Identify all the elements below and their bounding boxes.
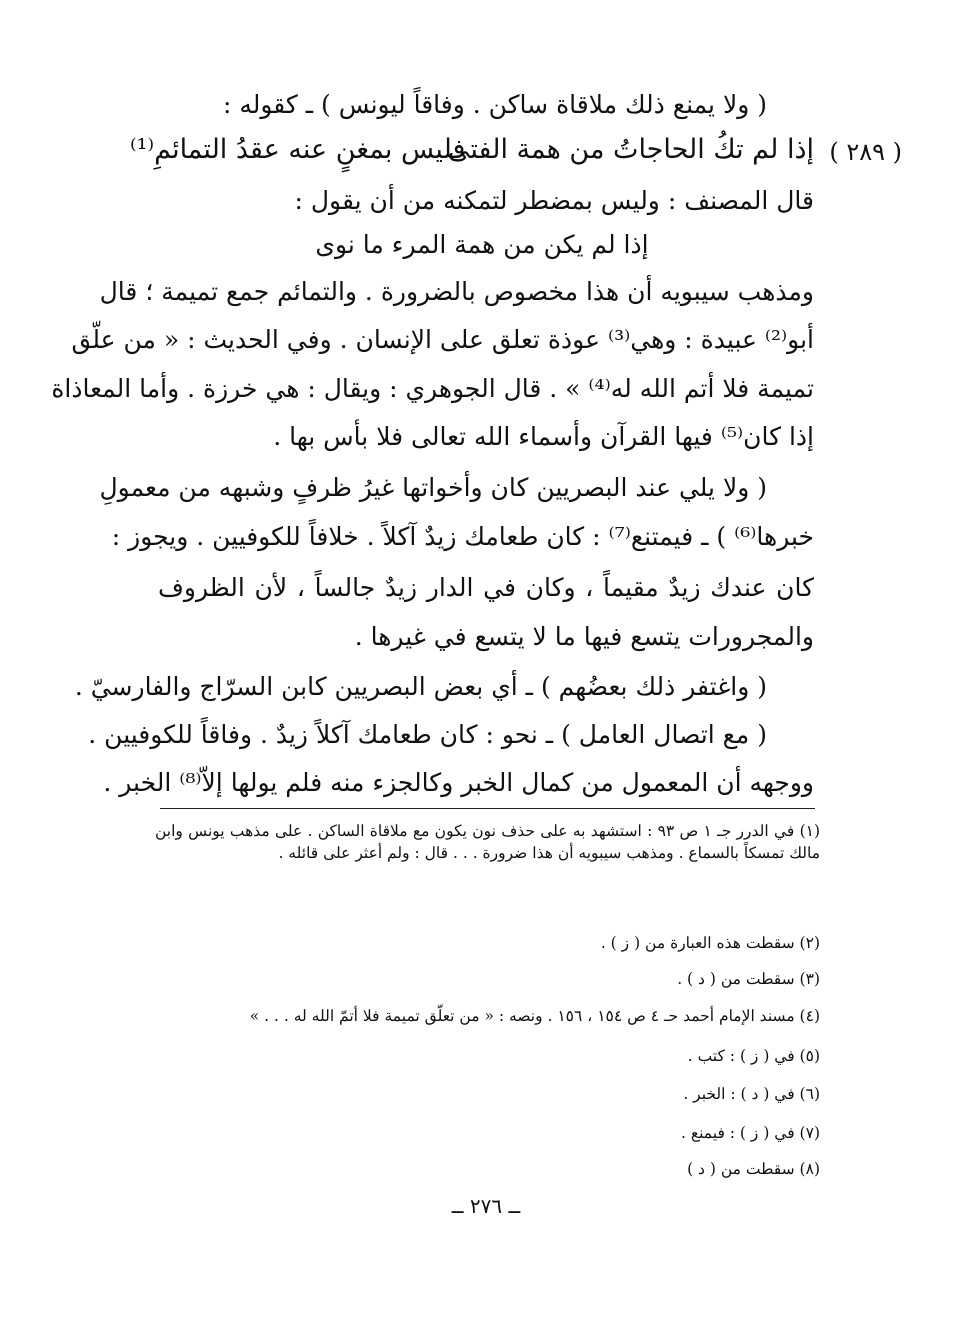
quoted-verse: إذا لم يكن من همة المرء ما نوى xyxy=(315,230,649,259)
text-line-8: إذا كان⁽⁵⁾ فيها القرآن وأسماء الله تعالى فلا بأس بها . xyxy=(273,422,814,451)
verse-second-hemistich: فليس بمغنٍ عنه عقدُ التمائمِ⁽¹⁾ xyxy=(130,134,466,165)
text-line-14: ( مع اتصال العامل ) ـ نحو : كان طعامك آكلاً زيدٌ . وفاقاً للكوفيين . xyxy=(88,720,767,749)
footnote-6: (٦) في ( د ) : الخبر . xyxy=(683,1085,820,1103)
footnote-4: (٤) مسند الإمام أحمد حـ ٤ ص ١٥٤ ، ١٥٦ . ونصه : « من تعلّق تميمة فلا أتمّ الله له . . . » xyxy=(249,1007,820,1025)
text-line-1: ( ولا يمنع ذلك ملاقاة ساكن . وفاقاً ليونس ) ـ كقوله : xyxy=(222,90,767,119)
text-line-5: ومذهب سيبويه أن هذا مخصوص بالضرورة . والتمائم جمع تميمة ؛ قال xyxy=(99,277,814,306)
text-line-3: قال المصنف : وليس بمضطر لتمكنه من أن يقول : xyxy=(294,186,814,215)
page-number: ــ ٢٧٦ ــ xyxy=(451,1194,521,1218)
text-line-13: ( واغتفر ذلك بعضُهم ) ـ أي بعض البصريين كابن السرّاج والفارسيّ . xyxy=(74,672,767,701)
text-line-15: ووجهه أن المعمول من كمال الخبر وكالجزء منه فلم يولها إلاّ⁽⁸⁾ الخبر . xyxy=(103,768,814,797)
text-line-12: والمجرورات يتسع فيها ما لا يتسع في غيرها . xyxy=(354,622,814,651)
footnote-5: (٥) في ( ز ) : كتب . xyxy=(687,1047,820,1065)
footnote-divider xyxy=(160,808,815,809)
verse-number: ( ٢٨٩ ) xyxy=(829,138,902,166)
text-line-9: ( ولا يلي عند البصريين كان وأخواتها غيرُ ظرفٍ وشبهه من معمولِ xyxy=(99,473,767,502)
text-line-7: تميمة فلا أتم الله له⁽⁴⁾ » . قال الجوهري : ويقال : هي خرزة . وأما المعاذاة xyxy=(51,374,814,403)
verse-first-hemistich: إذا لم تكُ الحاجاتُ من همة الفتى xyxy=(447,134,814,165)
text-line-10: خبرها⁽⁶⁾ ) ـ فيمتنع⁽⁷⁾ : كان طعامك زيدٌ آكلاً . خلافاً للكوفيين . ويجوز : xyxy=(111,522,814,551)
footnote-2: (٢) سقطت هذه العبارة من ( ز ) . xyxy=(600,934,820,952)
footnote-8: (٨) سقطت من ( د ) xyxy=(687,1160,820,1178)
footnote-1: (١) في الدرر جـ ١ ص ٩٣ : استشهد به على حذف نون يكون مع ملاقاة الساكن . على مذهب يونس وابن مالك تمسكاً بالسماع . ومذهب سيبويه أن هذا ضرورة . . . قال : ولم أعثر على قائله . xyxy=(155,822,821,862)
text-line-11: كان عندك زيدٌ مقيماً ، وكان في الدار زيدٌ جالساً ، لأن الظروف xyxy=(158,573,814,602)
footnote-3: (٣) سقطت من ( د ) . xyxy=(677,970,820,988)
text-line-6: أبو⁽²⁾ عبيدة : وهي⁽³⁾ عوذة تعلق على الإنسان . وفي الحديث : « من علّق xyxy=(71,325,814,354)
footnote-7: (٧) في ( ز ) : فيمنع . xyxy=(681,1124,820,1142)
